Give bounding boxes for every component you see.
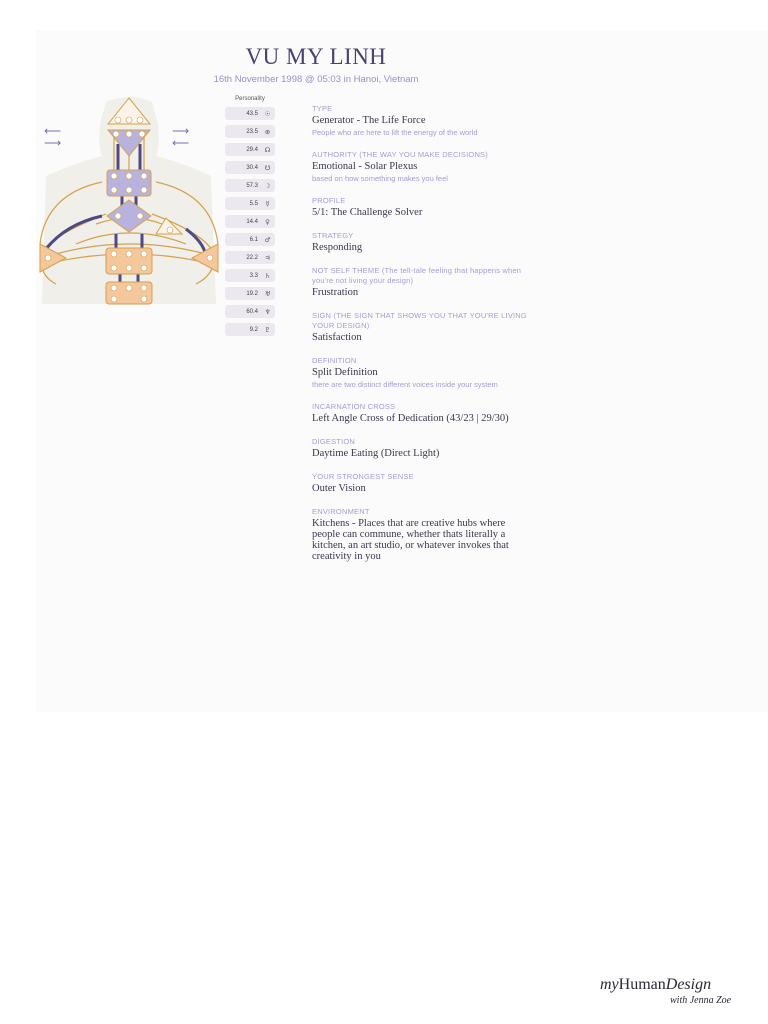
south-node-icon: ☋ [264,163,271,172]
mars-icon: ♂ [264,235,271,244]
section-label: DIGESTION [312,437,356,446]
brand-logo [600,976,711,994]
neptune-icon: ♆ [264,307,271,316]
arrow-left-top-icon: ⟵ [44,124,62,138]
section-label: SIGN (THE SIGN THAT SHOWS YOU THAT YOU'RE LIVING YOUR DESIGN) [312,311,527,330]
birth-details: 16th November 1998 @ 05:03 in Hanoi, Vietnam [213,74,419,85]
section-label: STRATEGY [312,231,354,240]
section-strategy [312,231,532,253]
personality-value: 14.4 [246,218,258,225]
personality-value: 60.4 [246,308,258,315]
arrow-right-bottom-left-icon: ⟶ [44,136,62,150]
brand-subtitle: with Jenna Zoe [670,995,732,1006]
section-authority [312,150,532,183]
personality-row [225,143,275,156]
personality-row [225,179,275,192]
personality-row [225,323,275,336]
section-label: AUTHORITY (THE WAY YOU MAKE DECISIONS) [312,150,488,159]
section-label: TYPE [312,104,333,113]
section-type [312,104,532,137]
personality-value: 3.3 [249,272,258,279]
uranus-icon: ♅ [264,289,271,298]
person-name: VU MY LINH [245,44,387,69]
section-value: Emotional - Solar Plexus [312,161,418,172]
section-label: NOT SELF THEME (The tell-tale feeling that happens when you're not living your design) [312,266,522,285]
brand-my: my [600,976,619,993]
personality-title: Personality [235,96,265,102]
personality-row [225,251,275,264]
personality-value: 29.4 [246,146,258,153]
personality-value: 30.4 [246,164,258,171]
personality-row [225,269,275,282]
personality-value: 43.5 [246,110,258,117]
venus-icon: ♀ [265,217,270,226]
north-node-icon: ☊ [264,145,271,154]
section-label: DEFINITION [312,356,357,365]
personality-value: 6.1 [249,236,258,243]
personality-value: 5.5 [249,200,258,207]
section-value: Split Definition [312,367,378,378]
section-value: Satisfaction [312,332,362,343]
section-value: Frustration [312,287,359,298]
personality-value: 23.5 [246,128,258,135]
personality-row [225,107,275,120]
moon-icon: ☽ [264,181,271,190]
jupiter-icon: ♃ [264,253,271,262]
section-definition [312,356,532,389]
brand-design: Design [665,976,712,993]
section-environment [312,507,532,562]
personality-row [225,305,275,318]
section-your [312,472,532,494]
section-value: Kitchens - Places that are creative hubs where people can commune, whether thats literally a kitchen, an art studio, or whatever invokes that creativity in you [312,518,509,562]
design-sections [312,104,532,575]
section-label: INCARNATION CROSS [312,402,396,411]
bodygraph-chart [36,94,222,310]
personality-value: 22.2 [246,254,258,261]
section-description: People who are here to lift the energy of the world [312,128,478,137]
brand-human: Human [618,976,666,993]
personality-row [225,287,275,300]
section-profile [312,196,532,218]
section-description: there are two distinct different voices inside your system [312,380,498,389]
section-label: ENVIRONMENT [312,507,370,516]
personality-list [225,107,275,341]
section-value: Responding [312,242,363,253]
section-value: Daytime Eating (Direct Light) [312,448,440,459]
sun-icon: ☉ [264,109,271,118]
earth-icon: ⊕ [264,127,271,136]
personality-row [225,233,275,246]
personality-row [225,215,275,228]
section-incarnation [312,402,532,424]
section-label: PROFILE [312,196,346,205]
pluto-icon: ♇ [264,325,271,334]
section-value: Left Angle Cross of Dedication (43/23 | 29/30) [312,413,509,424]
section-label: YOUR STRONGEST SENSE [312,472,414,481]
personality-row [225,161,275,174]
bodygraph-svg [36,94,222,310]
section-sign [312,311,532,343]
saturn-icon: ♄ [264,271,271,280]
arrow-left-bottom-right-icon: ⟵ [172,136,190,150]
section-not [312,266,532,298]
personality-value: 19.2 [246,290,258,297]
personality-value: 57.3 [246,182,258,189]
section-description: based on how something makes you feel [312,174,448,183]
section-value: 5/1: The Challenge Solver [312,207,423,218]
personality-value: 9.2 [249,326,258,333]
section-digestion [312,437,532,459]
personality-row [225,125,275,138]
section-value: Outer Vision [312,483,366,494]
mercury-icon: ☿ [265,199,270,208]
personality-row [225,197,275,210]
arrow-right-top-icon: ⟶ [172,124,190,138]
section-value: Generator - The Life Force [312,115,426,126]
